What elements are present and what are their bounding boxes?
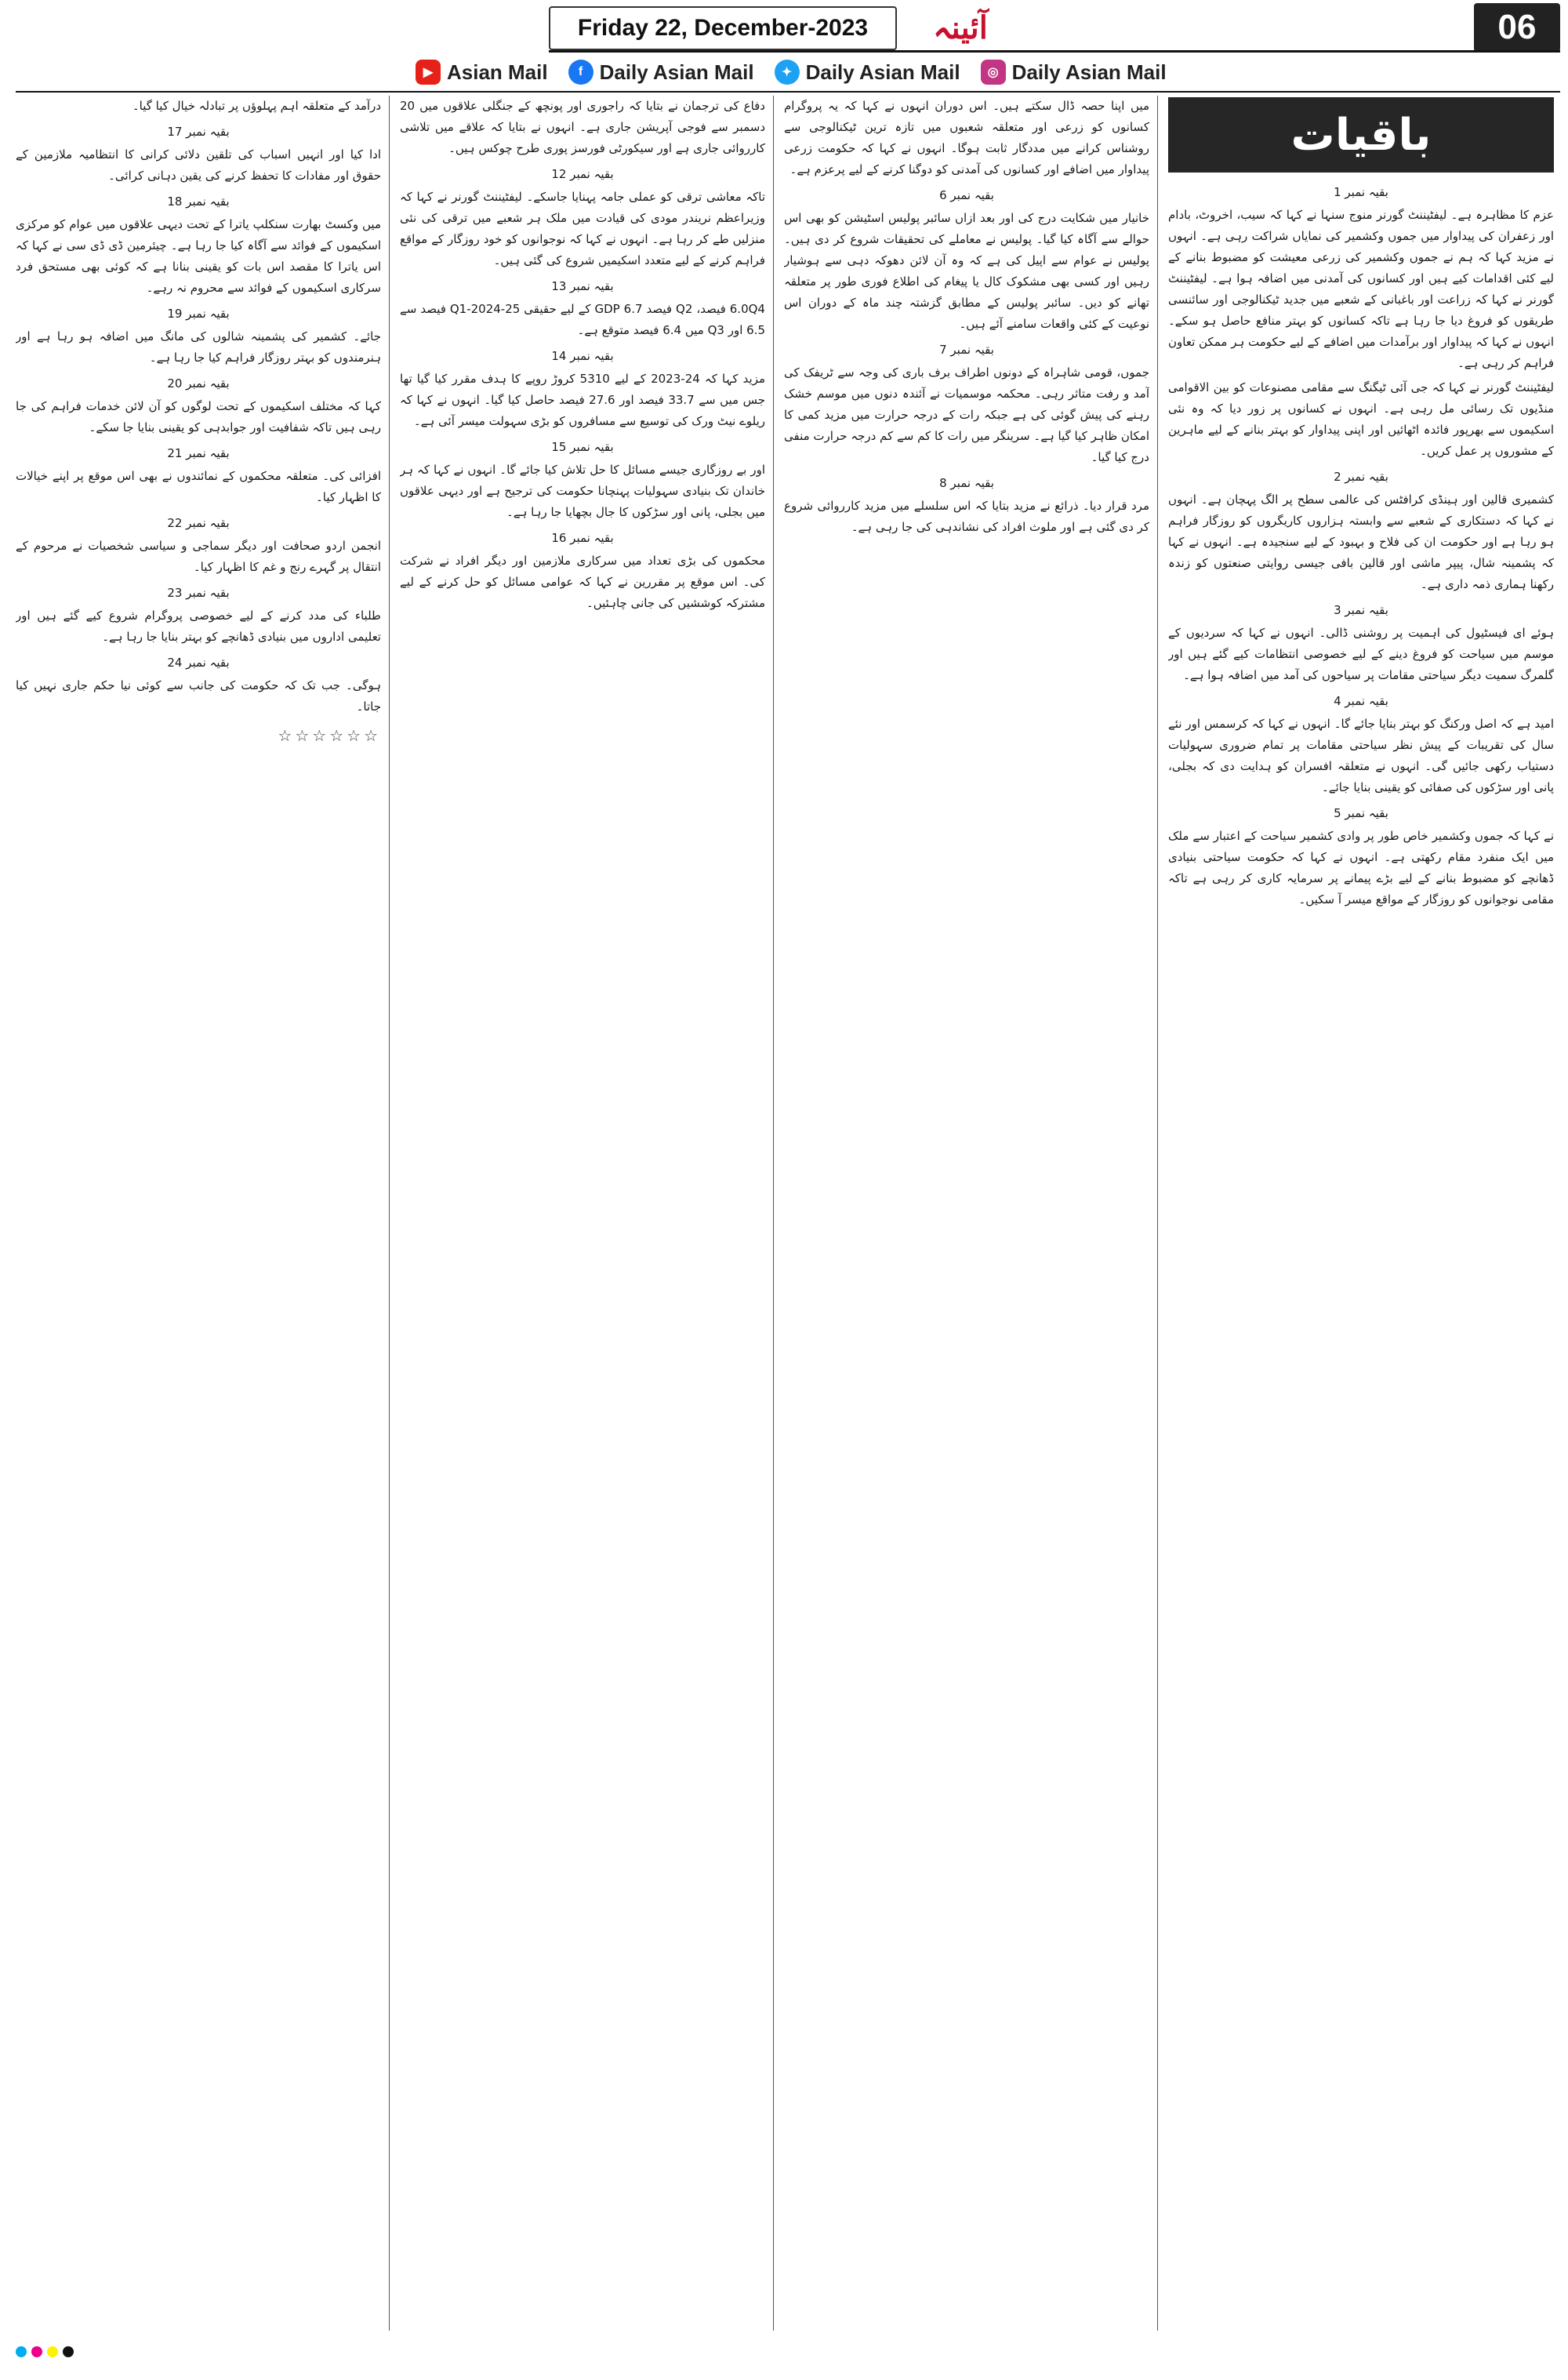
article-paragraph: درآمد کے متعلقہ اہم پہلوؤں پر تبادلہ خیال کیا گیا۔ <box>132 99 381 113</box>
continuation-heading: بقیہ نمبر 22 <box>167 516 230 530</box>
article-paragraph: جائے۔ کشمیر کی پشمینہ شالوں کی مانگ میں اضافہ ہو رہا ہے اور ہنرمندوں کو بہتر روزگار فراہم کیا جا رہا ہے۔ <box>16 329 381 365</box>
facebook-label: Daily Asian Mail <box>599 60 754 84</box>
column-divider <box>1157 96 1158 2331</box>
article-paragraph: جموں، قومی شاہراہ کے دونوں اطراف برف باری کی وجہ سے ٹریفک کی آمد و رفت متاثر رہی۔ محکمہ موسمیات نے آئندہ دنوں میں موسم خشک رہنے کی پیش گوئی کی ہے جبکہ رات کے درجہ حرارت میں مزید کمی کا امکان ظاہر کیا گیا ہے۔ سرینگر میں رات کا کم سے کم درجہ حرارت منفی درج کیا گیا۔ <box>784 365 1149 464</box>
article-paragraph: ہوئے ای فیسٹیول کی اہمیت پر روشنی ڈالی۔ انہوں نے کہا کہ سردیوں کے موسم میں سیاحت کو فروغ دینے کے لیے خصوصی انتظامات کیے گئے ہیں اور گلمرگ سمیت دیگر سیاحتی مقامات پر سیاحوں کی آمد میں اضافہ ہوا ہے۔ <box>1168 626 1554 682</box>
logo-text: آئینہ <box>933 9 988 46</box>
youtube-icon: ▶ <box>416 60 441 85</box>
continuation-heading: بقیہ نمبر 24 <box>167 656 230 670</box>
continuation-heading: بقیہ نمبر 1 <box>1334 185 1388 199</box>
cyan-mark <box>16 2346 27 2357</box>
article-paragraph: لیفٹیننٹ گورنر نے کہا کہ جی آئی ٹیگنگ سے مقامی مصنوعات کو بین الاقوامی منڈیوں تک رسائی مل رہی ہے۔ انہوں نے کسانوں پر زور دیا کہ وہ نئی اسکیموں سے بھرپور فائدہ اٹھائیں اور اپنی پیداوار کو بہتر بنانے کے لیے ماہرین کے مشوروں پر عمل کریں۔ <box>1168 380 1554 458</box>
article-paragraph: تاکہ معاشی ترقی کو عملی جامہ پہنایا جاسکے۔ لیفٹیننٹ گورنر نے کہا کہ وزیراعظم نریندر مودی کی قیادت میں ملک ہر شعبے میں ترقی کی نئی منزلیں طے کر رہا ہے۔ انہوں نے کہا کہ نوجوانوں کو خود روزگار کے مواقع فراہم کرنے کے لیے متعدد اسکیمیں شروع کی گئی ہیں۔ <box>400 190 765 267</box>
facebook-icon: f <box>568 60 593 85</box>
page-number: 06 <box>1474 3 1560 52</box>
social-links <box>416 56 1167 88</box>
continuation-heading: بقیہ نمبر 17 <box>167 125 230 139</box>
article-paragraph: عزم کا مظاہرہ ہے۔ لیفٹیننٹ گورنر منوج سنہا نے کہا کہ سیب، اخروٹ، بادام اور زعفران کی پیداوار میں جموں وکشمیر کی نمایاں شراکت رہی ہے۔ انہوں نے مزید کہا کہ ہم نے جموں وکشمیر کی زرعی معیشت کو مضبوط بنانے کے لیے کئی اقدامات کیے ہیں اور کسانوں کی آمدنی میں اضافہ ہوا ہے۔ لیفٹیننٹ گورنر نے کہا کہ زراعت اور باغبانی کے شعبے میں جدید ٹیکنالوجی اور سائنسی طریقوں کو فروغ دیا جا رہا ہے تاکہ کسانوں کو بہتر منافع حاصل ہو سکے۔ انہوں نے کہا کہ پیداوار اور برآمدات میں اضافے کے لیے حکومت ہر ممکن تعاون فراہم کر رہی ہے۔ <box>1168 208 1554 370</box>
instagram-icon: ◎ <box>981 60 1006 85</box>
continuation-heading: بقیہ نمبر 19 <box>167 307 230 321</box>
continuation-heading: بقیہ نمبر 15 <box>551 440 614 454</box>
continuation-heading: بقیہ نمبر 23 <box>167 586 230 600</box>
article-paragraph: افزائی کی۔ متعلقہ محکموں کے نمائندوں نے بھی اس موقع پر اپنے خیالات کا اظہار کیا۔ <box>16 469 381 504</box>
article-paragraph: دفاع کی ترجمان نے بتایا کہ راجوری اور پونچھ کے جنگلی علاقوں میں 20 دسمبر سے فوجی آپریشن جاری ہے۔ انہوں نے بتایا کہ علاقے میں تلاشی کارروائی جاری ہے اور سیکورٹی فورسز پوری طرح چوکس ہیں۔ <box>400 99 765 155</box>
column-divider <box>773 96 774 2331</box>
article-paragraph: نے کہا کہ جموں وکشمیر خاص طور پر وادی کشمیر سیاحت کے اعتبار سے ملک میں ایک منفرد مقام رکھتی ہے۔ انہوں نے کہا کہ حکومت سیاحتی بنیادی ڈھانچے کو مضبوط بنانے کے لیے بڑے پیمانے پر سرمایہ کاری کر رہی ہے تاکہ مقامی نوجوانوں کو روزگار کے مواقع میسر آ سکیں۔ <box>1168 829 1554 907</box>
twitter-label: Daily Asian Mail <box>805 60 960 84</box>
continuation-heading: بقیہ نمبر 16 <box>551 531 614 545</box>
continuation-heading: بقیہ نمبر 5 <box>1334 806 1388 820</box>
header-rule <box>549 50 1560 53</box>
article-paragraph: طلباء کی مدد کرنے کے لیے خصوصی پروگرام شروع کیے گئے ہیں اور تعلیمی اداروں میں بنیادی ڈھانچے کو بہتر بنایا جا رہا ہے۔ <box>16 609 381 644</box>
registration-marks <box>16 2346 74 2357</box>
article-paragraph: میں وکسٹ بھارت سنکلپ یاترا کے تحت دیہی علاقوں میں عوام کو مرکزی اسکیموں کے فوائد سے آگاہ کیا جا رہا ہے۔ چیئرمین ڈی ڈی سی نے کہا کہ اس یاترا کا مقصد اس بات کو یقینی بنانا ہے کہ کوئی بھی مستحق فرد سرکاری اسکیموں کے فوائد سے محروم نہ رہے۔ <box>16 217 381 295</box>
youtube-label: Asian Mail <box>447 60 548 84</box>
masthead <box>0 0 1568 55</box>
continuation-heading: بقیہ نمبر 4 <box>1334 694 1388 708</box>
article-paragraph: میں اپنا حصہ ڈال سکتے ہیں۔ اس دوران انہوں نے کہا کہ یہ پروگرام کسانوں کو زرعی اور متعلقہ شعبوں میں تازہ ترین ٹیکنالوجی سے روشناس کرانے میں مددگار ثابت ہوگا۔ انہوں نے کہا کہ حکومت زرعی پیداوار میں اضافے اور کسانوں کی آمدنی کو دوگنا کرنے کے لیے پرعزم ہے۔ <box>784 99 1149 176</box>
continuation-heading: بقیہ نمبر 13 <box>551 279 614 293</box>
article-paragraph: محکموں کی بڑی تعداد میں سرکاری ملازمین اور دیگر افراد نے شرکت کی۔ اس موقع پر مقررین نے کہا کہ عوامی مسائل کو حل کرنے کے لیے مشترکہ کوششیں کی جانی چاہئیں۔ <box>400 554 765 610</box>
instagram-label: Daily Asian Mail <box>1011 60 1167 84</box>
article-paragraph: اور بے روزگاری جیسے مسائل کا حل تلاش کیا جائے گا۔ انہوں نے کہا کہ ہر خاندان تک بنیادی سہولیات پہنچانا حکومت کی ترجیح ہے اور دیہی علاقوں میں بجلی، پانی اور سڑکوں کا جال بچھایا جا رہا ہے۔ <box>400 463 765 519</box>
article-paragraph: ہوگی۔ جب تک کہ حکومت کی جانب سے کوئی نیا حکم جاری نہیں کیا جاتا۔ <box>16 678 381 714</box>
twitter-icon: ✦ <box>775 60 800 85</box>
continuation-heading: بقیہ نمبر 14 <box>551 349 614 363</box>
youtube-link[interactable] <box>416 60 548 85</box>
continuation-heading: بقیہ نمبر 18 <box>167 194 230 209</box>
section-title: باقیات <box>1168 97 1554 173</box>
social-rule <box>16 91 1560 93</box>
article-paragraph: کہا کہ مختلف اسکیموں کے تحت لوگوں کو آن لائن خدمات فراہم کی جا رہی ہیں تاکہ شفافیت اور جوابدہی کو یقینی بنایا جا سکے۔ <box>16 399 381 434</box>
black-mark <box>63 2346 74 2357</box>
article-paragraph: مزید کہا کہ 24-2023 کے لیے 5310 کروڑ روپے کا ہدف مقرر کیا گیا تھا جس میں سے 33.7 فیصد اور 27.6 فیصد حاصل کیا گیا۔ انہوں نے کہا کہ ریلوے نیٹ ورک کی توسیع سے مسافروں کو بڑی سہولت میسر آئی ہے۔ <box>400 372 765 428</box>
column-divider <box>389 96 390 2331</box>
column-1 <box>1168 177 1554 2331</box>
column-3 <box>400 96 765 2331</box>
continuation-heading: بقیہ نمبر 12 <box>551 167 614 181</box>
column-4 <box>16 96 381 2331</box>
continuation-heading: بقیہ نمبر 3 <box>1334 603 1388 617</box>
article-paragraph: ادا کیا اور انہیں اسباب کی تلقین دلائی کرانی کا انتظامیہ ملازمین کے حقوق اور مفادات کا تحفظ کرنے کی یقین دہانی کرائی۔ <box>16 147 381 183</box>
article-paragraph: امید ہے کہ اصل ورکنگ کو بہتر بنایا جائے گا۔ انہوں نے کہا کہ کرسمس اور نئے سال کی تقریبات کے پیش نظر سیاحتی مقامات پر تمام ضروری سہولیات دستیاب رکھی جائیں گی۔ انہوں نے متعلقہ افسران کو ہدایت دی کہ بجلی، پانی اور سڑکوں کی صفائی کو یقینی بنایا جائے۔ <box>1168 717 1554 794</box>
continuation-heading: بقیہ نمبر 8 <box>939 476 994 490</box>
continuation-heading: بقیہ نمبر 20 <box>167 376 230 391</box>
article-paragraph: انجمن اردو صحافت اور دیگر سماجی و سیاسی شخصیات نے مرحوم کے انتقال پر گہرے رنج و غم کا اظہار کیا۔ <box>16 539 381 574</box>
instagram-link[interactable] <box>981 60 1167 85</box>
continuation-heading: بقیہ نمبر 7 <box>939 343 994 357</box>
continuation-heading: بقیہ نمبر 6 <box>939 188 994 202</box>
column-2 <box>784 96 1149 2331</box>
continuation-heading: بقیہ نمبر 2 <box>1334 470 1388 484</box>
continuation-heading: بقیہ نمبر 21 <box>167 446 230 460</box>
newspaper-logo[interactable] <box>902 2 1019 53</box>
article-columns <box>16 96 1554 2331</box>
issue-date: Friday 22, December-2023 <box>549 6 897 50</box>
end-stars: ☆☆☆☆☆☆ <box>278 726 381 745</box>
magenta-mark <box>31 2346 42 2357</box>
article-paragraph: کشمیری قالین اور ہینڈی کرافٹس کی عالمی سطح پر الگ پہچان ہے۔ انہوں نے کہا کہ دستکاری کے شعبے سے وابستہ ہزاروں کاریگروں کو روزگار فراہم ہو رہا ہے اور حکومت ان کی فلاح و بہبود کے لیے سنجیدہ ہے۔ انہوں نے کہا کہ پشمینہ شال، پیپر ماشی اور قالین بافی جیسی روایتی صنعتوں کو زندہ رکھنا ہماری ذمہ داری ہے۔ <box>1168 492 1554 591</box>
article-paragraph: 6.0Q4 فیصد، Q2 فیصد 6.7 GDP کے لیے حقیقی Q1-2024-25 فیصد سے 6.5 اور Q3 میں 6.4 فیصد متوقع ہے۔ <box>400 302 765 337</box>
article-paragraph: خانیار میں شکایت درج کی اور بعد ازاں سائبر پولیس اسٹیشن کو بھی اس حوالے سے آگاہ کیا گیا۔ پولیس نے معاملے کی تحقیقات شروع کر دی ہیں۔ پولیس نے عوام سے اپیل کی ہے کہ وہ آن لائن دھوکہ دہی سے ہوشیار رہیں اور کسی بھی مشکوک کال یا پیغام کی اطلاع فوری طور پر متعلقہ تھانے کو دیں۔ سائبر پولیس کے مطابق گزشتہ چند ماہ کے دوران اس نوعیت کے کئی واقعات سامنے آئے ہیں۔ <box>784 211 1149 331</box>
article-paragraph: مرد قرار دیا۔ ذرائع نے مزید بتایا کہ اس سلسلے میں مزید کارروائی شروع کر دی گئی ہے اور ملوث افراد کی نشاندہی کی جا رہی ہے۔ <box>784 499 1149 534</box>
yellow-mark <box>47 2346 58 2357</box>
facebook-link[interactable] <box>568 60 754 85</box>
twitter-link[interactable] <box>775 60 960 85</box>
